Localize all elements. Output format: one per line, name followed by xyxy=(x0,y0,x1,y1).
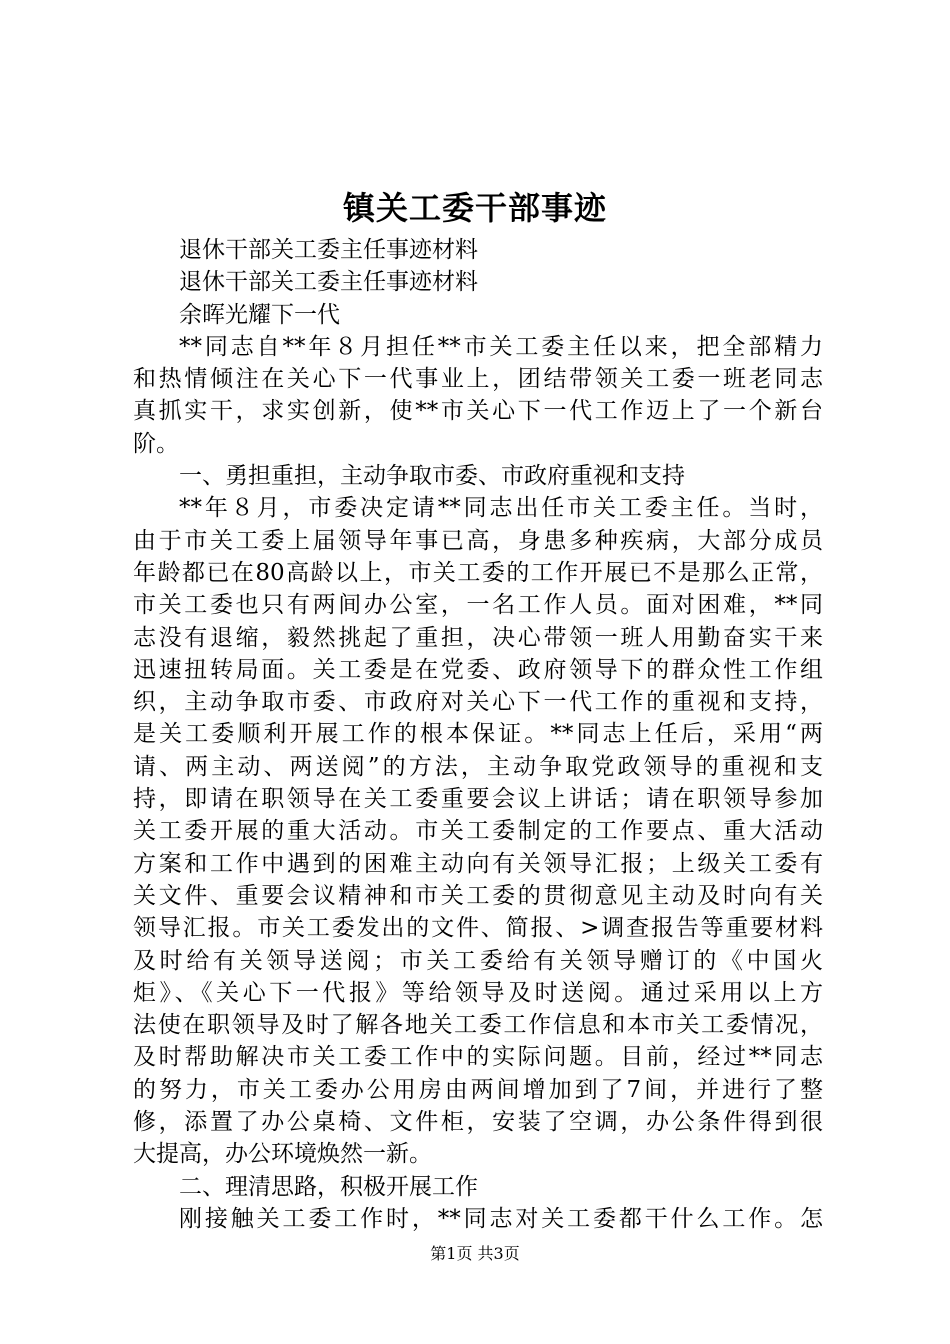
text-line: 炬》、《关心下一代报》等给领导及时送阅。通过采用以上方 xyxy=(133,979,823,1006)
text-line: 及时给有关领导送阅；市关工委给有关领导赠订的《中国火 xyxy=(133,947,823,974)
text-line: 阶。 xyxy=(133,430,179,457)
text-line: 及时帮助解决市关工委工作中的实际问题。目前，经过**同志 xyxy=(133,1044,823,1071)
text-line: 余晖光耀下一代 xyxy=(179,301,340,328)
text-line: 和热情倾注在关心下一代事业上，团结带领关工委一班老同志 xyxy=(133,366,823,393)
text-line: 二、理清思路，积极开展工作 xyxy=(179,1173,478,1200)
text-line: 迅速扭转局面。关工委是在党委、政府领导下的群众性工作组 xyxy=(133,656,823,683)
text-line: 领导汇报。市关工委发出的文件、简报、>调查报告等重要材料 xyxy=(133,915,823,942)
text-line: 退休干部关工委主任事迹材料 xyxy=(179,269,478,296)
text-line: 由于市关工委上届领导年事已高，身患多种疾病，大部分成员 xyxy=(133,527,823,554)
text-line: **年８月，市委决定请**同志出任市关工委主任。当时， xyxy=(179,495,823,522)
text-line: 请、两主动、两送阅”的方法，主动争取党政领导的重视和支 xyxy=(133,753,823,780)
text-line: 年龄都已在80高龄以上，市关工委的工作开展已不是那么正常， xyxy=(133,559,823,586)
text-line: 关工委开展的重大活动。市关工委制定的工作要点、重大活动 xyxy=(133,818,823,845)
text-line: 的努力，市关工委办公用房由两间增加到了7间，并进行了整 xyxy=(133,1076,823,1103)
page-footer: 第1页 共3页 xyxy=(430,1244,520,1263)
document-title: 镇关工委干部事迹 xyxy=(342,189,607,227)
text-line: 一、勇担重担，主动争取市委、市政府重视和支持 xyxy=(179,463,685,490)
document-body xyxy=(133,234,823,1235)
text-line: 大提高，办公环境焕然一新。 xyxy=(133,1141,432,1168)
text-line: 法使在职领导及时了解各地关工委工作信息和本市关工委情况， xyxy=(133,1012,823,1039)
text-line: 志没有退缩，毅然挑起了重担，决心带领一班人用勤奋实干来 xyxy=(133,624,823,651)
text-line: 织，主动争取市委、市政府对关心下一代工作的重视和支持， xyxy=(133,689,823,716)
text-line: 真抓实干，求实创新，使**市关心下一代工作迈上了一个新台 xyxy=(133,398,823,425)
text-line: 市关工委也只有两间办公室，一名工作人员。面对困难，**同 xyxy=(133,592,823,619)
text-line: **同志自**年８月担任**市关工委主任以来，把全部精力 xyxy=(179,333,823,360)
text-line: 持，即请在职领导在关工委重要会议上讲话；请在职领导参加 xyxy=(133,786,823,813)
text-line: 刚接触关工委工作时，**同志对关工委都干什么工作。怎 xyxy=(179,1205,823,1232)
text-line: 方案和工作中遇到的困难主动向有关领导汇报；上级关工委有 xyxy=(133,850,823,877)
text-line: 关文件、重要会议精神和市关工委的贯彻意见主动及时向有关 xyxy=(133,882,823,909)
text-line: 退休干部关工委主任事迹材料 xyxy=(179,237,478,263)
text-line: 修，添置了办公桌椅、文件柜，安装了空调，办公条件得到很 xyxy=(133,1109,823,1136)
text-line: 是关工委顺利开展工作的根本保证。**同志上任后，采用“两 xyxy=(133,721,823,748)
